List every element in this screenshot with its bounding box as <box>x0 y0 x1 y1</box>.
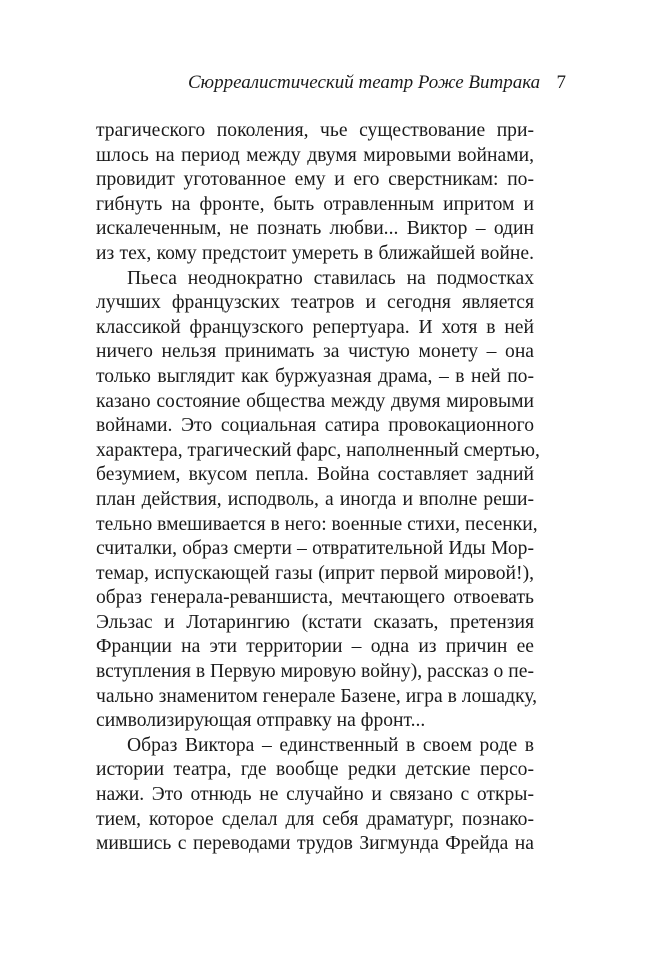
text-line: план действия, исподволь, а иногда и вполне реши- <box>96 488 534 510</box>
text-line: нажи. Это отнюдь не случайно и связано с откры- <box>96 784 534 806</box>
text-line: войнами. Это социальная сатира провокационного <box>96 415 534 437</box>
text-line: из тех, кому предстоит умереть в ближайшей войне. <box>96 242 534 264</box>
text-line: Франции на эти территории – одна из причин ее <box>96 636 534 658</box>
text-line: казано состояние общества между двумя мировыми <box>96 390 534 412</box>
text-line: темар, испускающей газы (иприт первой мировой!), <box>96 562 534 584</box>
text-line: характера, трагический фарс, наполненный смертью, <box>96 439 540 461</box>
text-line: Образ Виктора – единственный в своем роде в <box>127 734 534 756</box>
text-line: образ генерала-реваншиста, мечтающего отвоевать <box>96 587 534 609</box>
text-line: гибнуть на фронте, быть отравленным ипритом и <box>96 193 534 215</box>
text-line: считалки, образ смерти – отвратительной Иды Мор- <box>96 538 534 560</box>
text-line: Пьеса неоднократно ставилась на подмостках <box>127 267 534 289</box>
paragraph-3 <box>96 734 534 857</box>
text-line: провидит уготованное ему и его сверстникам: по- <box>96 169 534 191</box>
text-line: классикой французского репертуара. И хотя в ней <box>96 316 534 338</box>
text-line: тием, которое сделал для себя драматург, познако- <box>96 808 534 830</box>
text-line: искалеченным, не познать любви... Виктор – один <box>96 218 534 240</box>
body-text <box>96 119 540 857</box>
page-number: 7 <box>556 72 566 93</box>
text-line: символизирующая отправку на фронт... <box>96 710 426 732</box>
text-line: только выглядит как буржуазная драма, – в ней по- <box>96 365 534 387</box>
running-head <box>96 70 566 96</box>
text-line: лучших французских театров и сегодня является <box>96 292 534 314</box>
text-line: вступления в Первую мировую войну), рассказ о пе- <box>96 661 534 683</box>
text-line: чально знаменитом генерале Базене, игра в лошадку, <box>96 685 538 707</box>
text-line: безумием, вкусом пепла. Война составляет задний <box>96 464 534 486</box>
running-title: Сюрреалистический театр Роже Витрака <box>188 72 541 93</box>
paragraph-1 <box>96 119 534 267</box>
text-line: ничего нельзя принимать за чистую монету – она <box>96 341 534 363</box>
paragraph-2 <box>96 267 540 734</box>
text-line: трагического поколения, чье существование при- <box>96 120 534 141</box>
text-line: шлось на период между двумя мировыми войнами, <box>96 144 534 166</box>
text-line: истории театра, где вообще редки детские персо- <box>96 759 534 781</box>
text-line: тельно вмешивается в него: военные стихи, песенки, <box>96 513 538 535</box>
text-line: мившись с переводами трудов Зигмунда Фрейда на <box>96 833 534 855</box>
text-line: Эльзас и Лотарингию (кстати сказать, претензия <box>96 611 534 633</box>
